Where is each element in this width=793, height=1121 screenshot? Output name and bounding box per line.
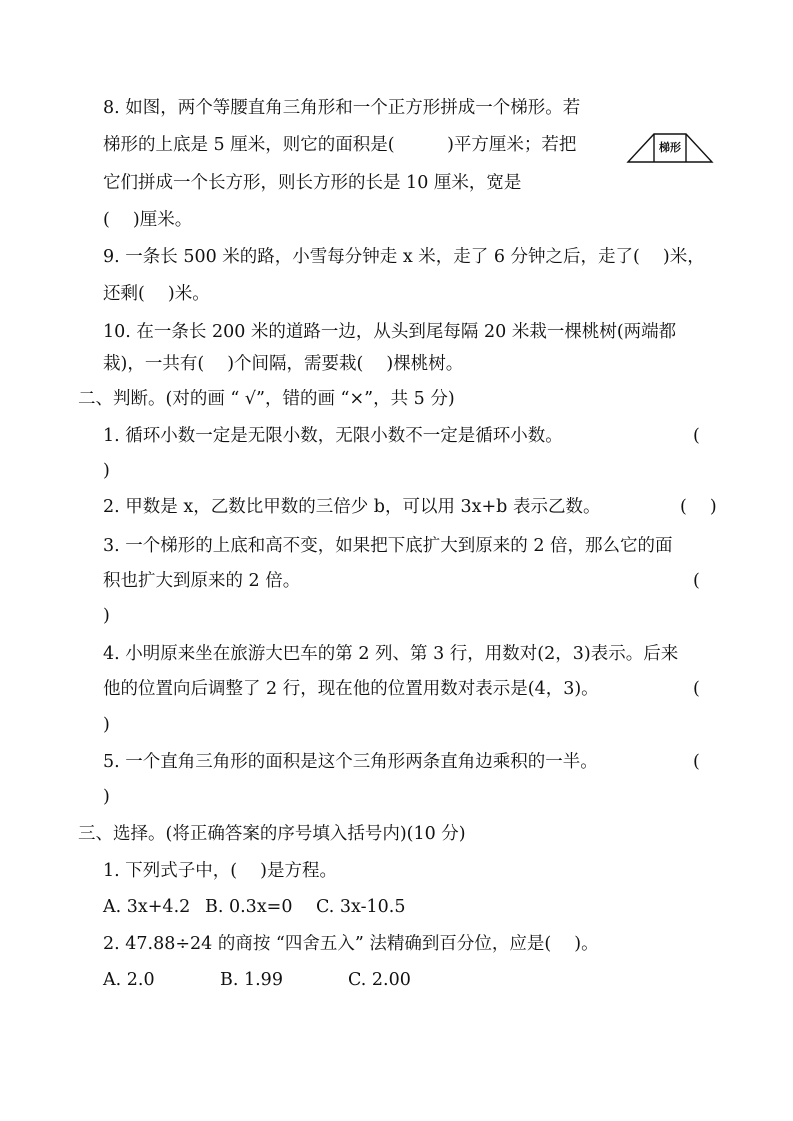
choice-q2-stem: 2. 47.88÷24 的商按 “四舍五入” 法精确到百分位，应是( )。 (103, 934, 599, 954)
choice-q2-option-b: B. 1.99 (220, 970, 283, 990)
q10-line-1: 10. 在一条长 200 米的道路一边，从头到尾每隔 20 米栽一棵桃树(两端都 (103, 322, 677, 342)
trapezoid-figure (626, 132, 714, 164)
q8-line-3: 它们拼成一个长方形，则长方形的长是 10 厘米，宽是 (103, 173, 522, 193)
choice-q2-option-a: A. 2.0 (103, 970, 155, 990)
judge-item-3-text-cont: 积也扩大到原来的 2 倍。 (103, 571, 301, 591)
section-judge-heading: 二、判断。(对的画 “ √”，错的画 “×”，共 5 分) (78, 389, 455, 409)
choice-q1-option-c: C. 3x-10.5 (316, 897, 406, 917)
judge-item-4-paren-open: ( (693, 679, 700, 699)
judge-item-1-text: 1. 循环小数一定是无限小数，无限小数不一定是循环小数。 (103, 426, 563, 446)
judge-item-4-text: 4. 小明原来坐在旅游大巴车的第 2 列、第 3 行，用数对(2，3)表示。后来 (103, 644, 679, 664)
q9-line-2: 还剩( )米。 (103, 284, 210, 304)
q10-line-2: 栽)，一共有( )个间隔，需要栽( )棵桃树。 (103, 354, 464, 374)
judge-item-2-text: 2. 甲数是 x，乙数比甲数的三倍少 b，可以用 3x+b 表示乙数。 (103, 497, 601, 517)
judge-item-4-paren-close: ) (103, 715, 110, 735)
q9-line-1: 9. 一条长 500 米的路，小雪每分钟走 x 米，走了 6 分钟之后，走了( )米， (103, 247, 705, 267)
judge-item-3-text: 3. 一个梯形的上底和高不变，如果把下底扩大到原来的 2 倍，那么它的面 (103, 536, 673, 556)
choice-q1-option-a: A. 3x+4.2 (103, 897, 191, 917)
q8-line-4: ( )厘米。 (103, 210, 193, 230)
q8-line-1: 8. 如图，两个等腰直角三角形和一个正方形拼成一个梯形。若 (103, 98, 581, 118)
choice-q1-stem: 1. 下列式子中，( )是方程。 (103, 861, 337, 881)
judge-item-1-paren-close: ) (103, 461, 110, 481)
judge-item-5-paren-open: ( (693, 752, 700, 772)
judge-item-4-text-cont: 他的位置向后调整了 2 行，现在他的位置用数对表示是(4，3)。 (103, 679, 599, 699)
judge-item-3-paren-open: ( (693, 571, 700, 591)
section-choice-heading: 三、选择。(将正确答案的序号填入括号内)(10 分) (78, 824, 466, 844)
judge-item-1-paren-open: ( (693, 426, 700, 446)
trapezoid-label: 梯形 (659, 141, 681, 154)
judge-item-5-paren-close: ) (103, 787, 110, 807)
choice-q1-option-b: B. 0.3x=0 (205, 897, 293, 917)
q8-line-2: 梯形的上底是 5 厘米，则它的面积是( )平方厘米；若把 (103, 135, 577, 155)
choice-q2-option-c: C. 2.00 (348, 970, 411, 990)
judge-item-3-paren-close: ) (103, 606, 110, 626)
judge-item-5-text: 5. 一个直角三角形的面积是这个三角形两条直角边乘积的一半。 (103, 752, 598, 772)
judge-item-2-paren: ( ) (680, 497, 717, 517)
